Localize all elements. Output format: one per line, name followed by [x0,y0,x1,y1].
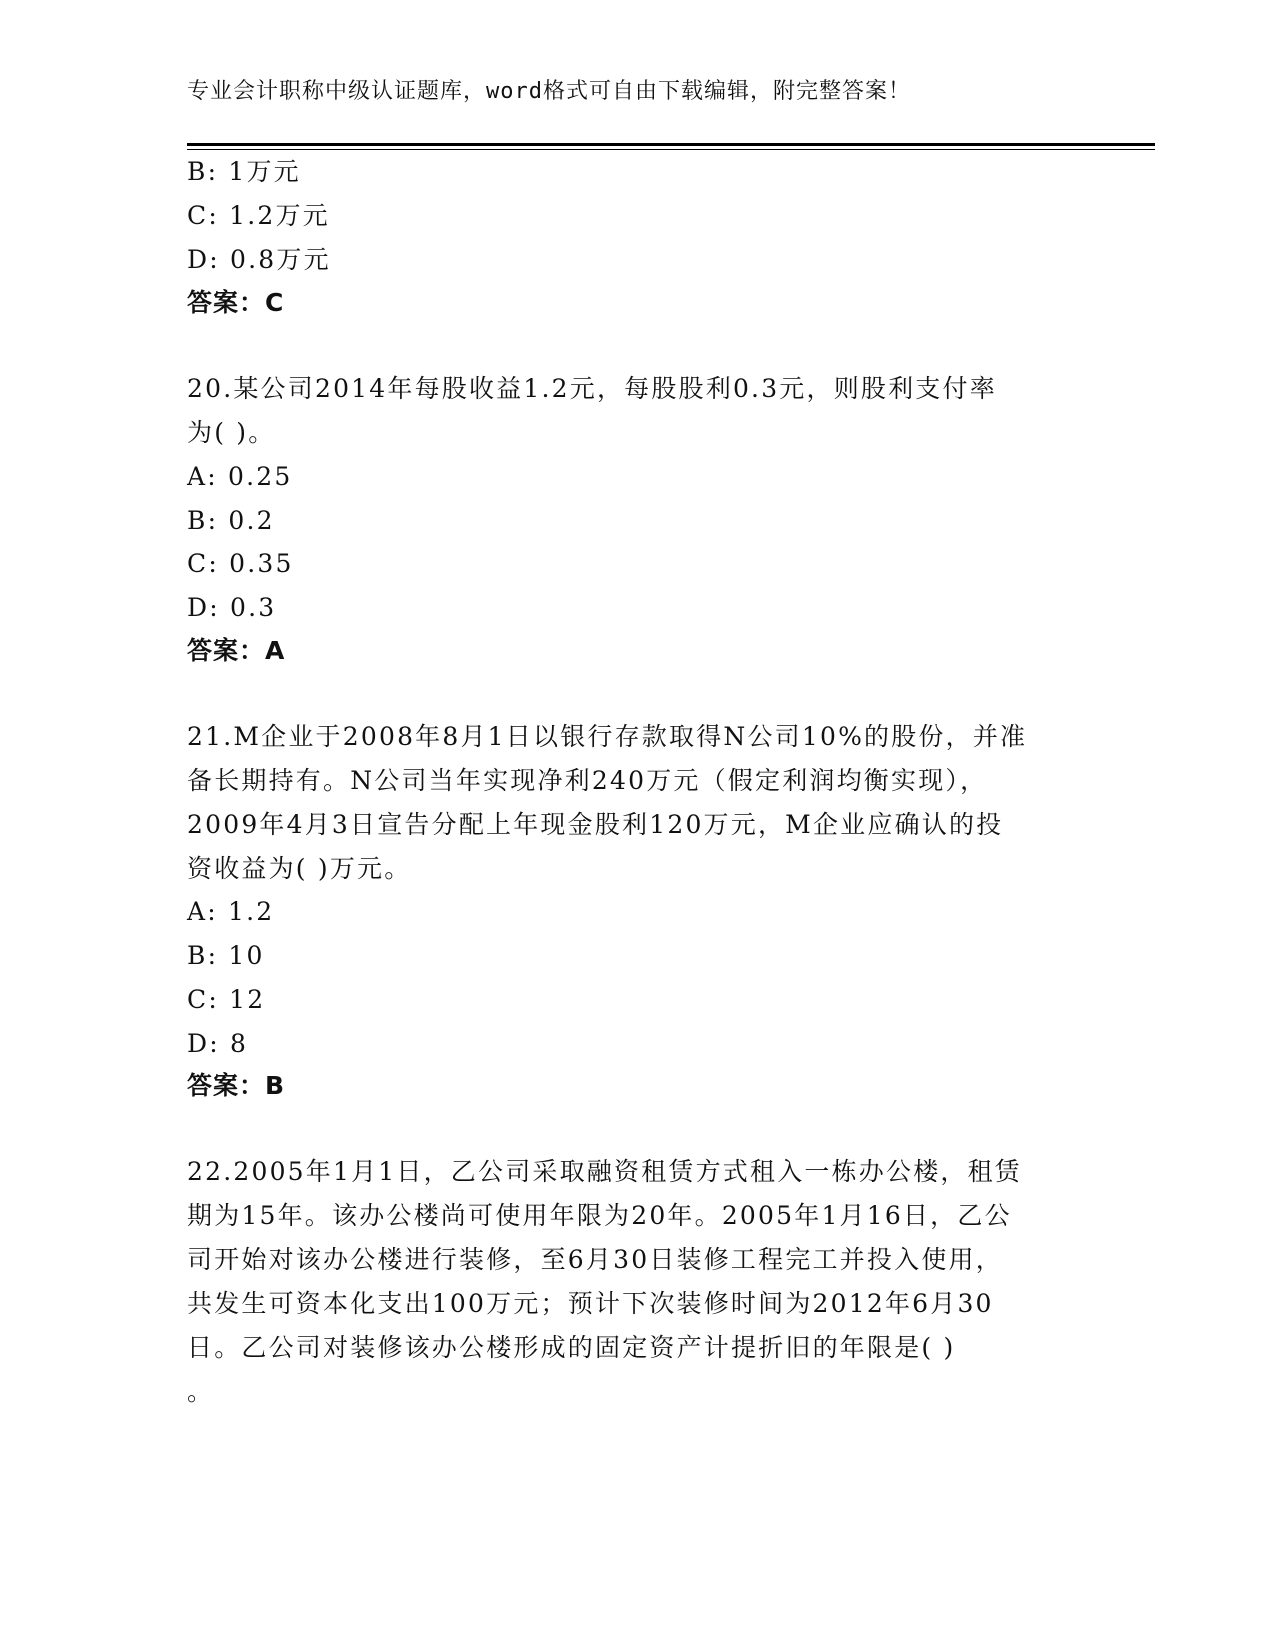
q21-stem-line-1: 21.M企业于2008年8月1日以银行存款取得N公司10%的股份，并准 [187,722,1028,751]
q20-option-d: D: 0.3 [187,593,277,622]
q20-answer: 答案：A [187,636,286,665]
q21-stem-line-3: 2009年4月3日宣告分配上年现金股利120万元，M企业应确认的投 [187,810,1004,839]
q22-stem-line-4: 共发生可资本化支出100万元；预计下次装修时间为2012年6月30 [187,1289,994,1318]
q22-stem-line-5: 日。乙公司对装修该办公楼形成的固定资产计提折旧的年限是( ) [187,1333,956,1362]
q20-option-a: A: 0.25 [187,462,293,491]
q19-answer: 答案：C [187,288,285,317]
q22-stem-line-2: 期为15年。该办公楼尚可使用年限为20年。2005年1月16日，乙公 [187,1201,1012,1230]
q22-stem-line-1: 22.2005年1月1日，乙公司采取融资租赁方式租入一栋办公楼，租赁 [187,1157,1022,1186]
page-header: 专业会计职称中级认证题库，word格式可自由下载编辑，附完整答案！ [187,79,911,104]
q21-option-d: D: 8 [187,1029,249,1058]
q21-option-b: B: 10 [187,941,265,970]
q22-stem-line-6: 。 [187,1377,215,1406]
q21-stem-line-2: 备长期持有。N公司当年实现净利240万元（假定利润均衡实现）， [187,766,988,795]
header-divider-thin [187,149,1155,150]
q19-option-c: C: 1.2万元 [187,201,330,230]
q20-option-b: B: 0.2 [187,506,275,535]
q20-stem-line-1: 20.某公司2014年每股收益1.2元，每股股利0.3元，则股利支付率 [187,374,997,403]
q19-option-d: D: 0.8万元 [187,245,331,274]
header-divider-thick [187,143,1155,146]
q21-option-c: C: 12 [187,985,266,1014]
q20-option-c: C: 0.35 [187,549,294,578]
q21-stem-line-4: 资收益为( )万元。 [187,854,412,883]
q20-stem-line-2: 为( )。 [187,418,276,447]
q21-answer: 答案：B [187,1071,286,1100]
q22-stem-line-3: 司开始对该办公楼进行装修，至6月30日装修工程完工并投入使用， [187,1245,1003,1274]
q21-option-a: A: 1.2 [187,897,275,926]
q19-option-b: B: 1万元 [187,157,301,186]
